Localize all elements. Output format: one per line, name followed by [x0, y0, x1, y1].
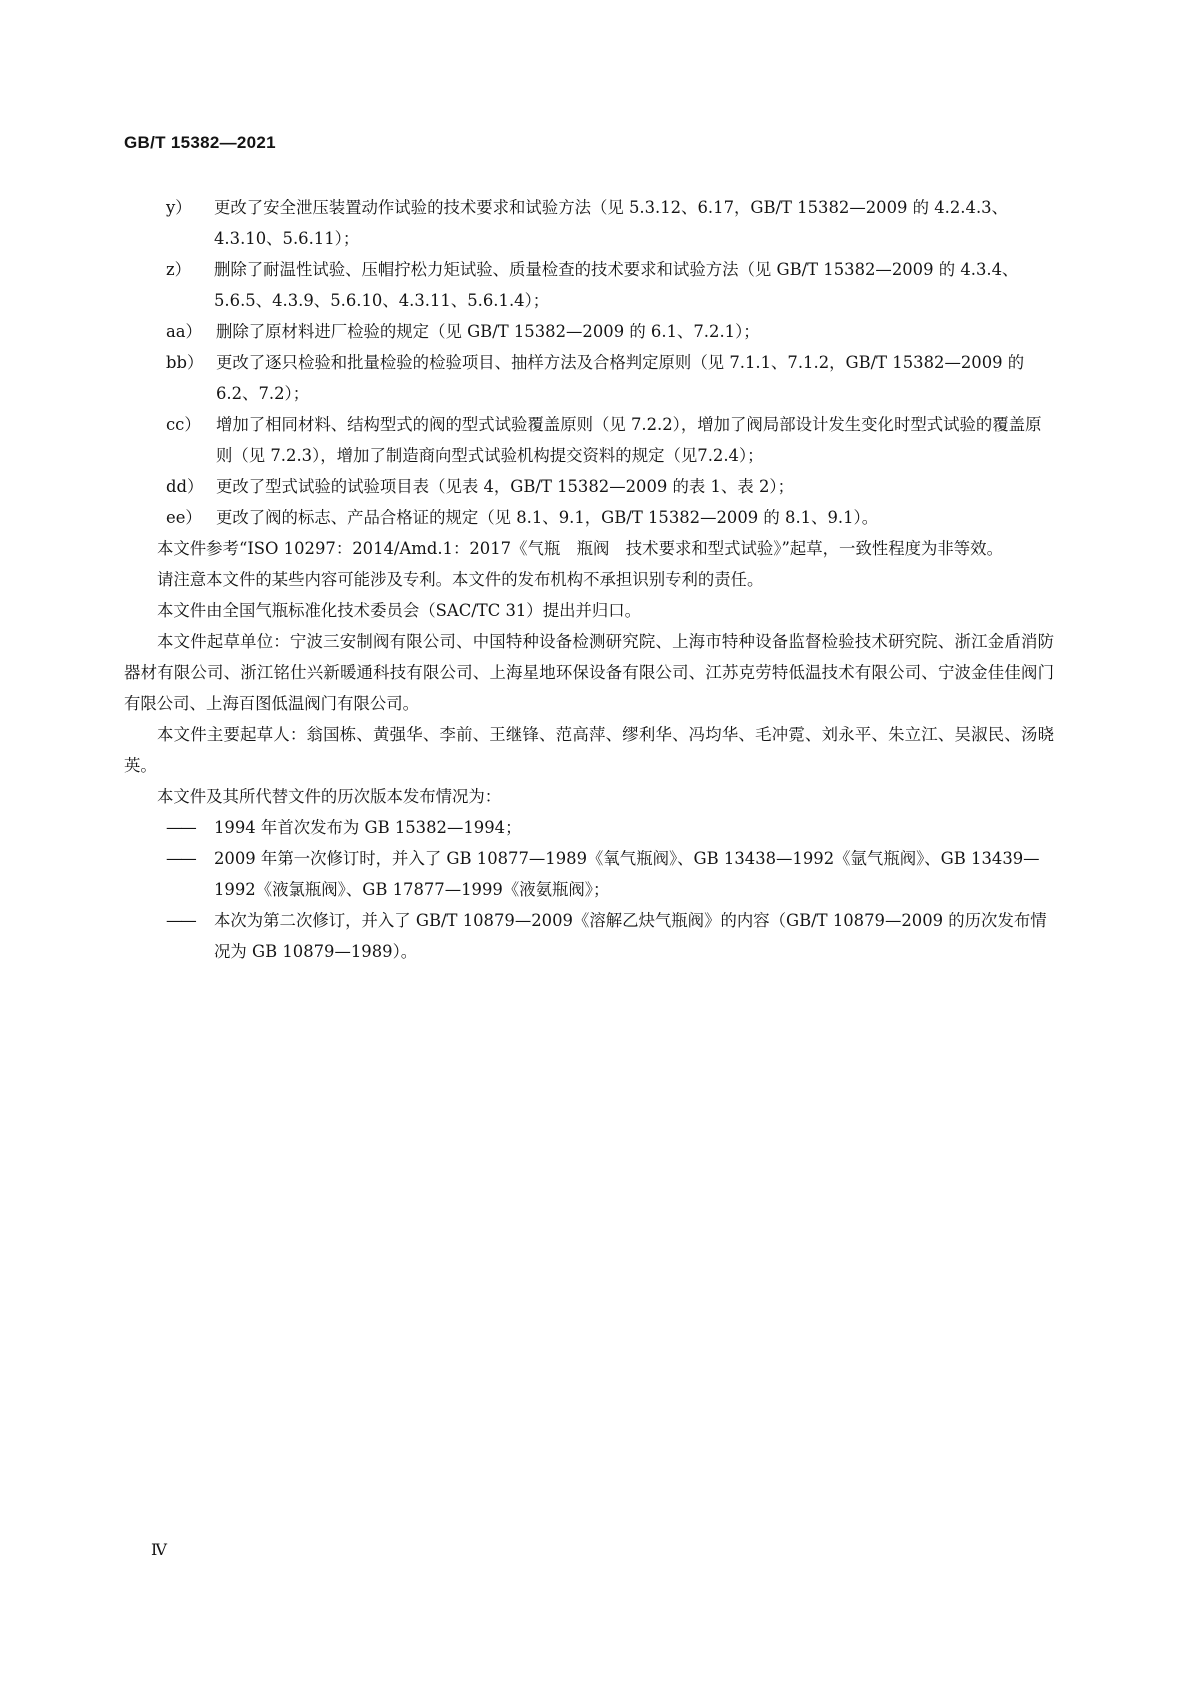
list-item [124, 192, 1054, 254]
list-item [124, 347, 1054, 409]
list-item-text: 更改了安全泄压装置动作试验的技术要求和试验方法（见 5.3.12、6.17，GB/T 15382—2009 的 4.2.4.3、4.3.10、5.6.11）； [214, 198, 1008, 248]
dash-marker: —— [166, 818, 195, 837]
history-entry [124, 905, 1054, 967]
list-item-text: 更改了逐只检验和批量检验的检验项目、抽样方法及合格判定原则（见 7.1.1、7.1.2，GB/T 15382—2009 的 6.2、7.2）； [216, 353, 1025, 403]
list-item-label: dd） [166, 477, 204, 496]
list-item [124, 471, 1054, 502]
document-id: GB/T 15382—2021 [124, 133, 276, 152]
list-item [124, 254, 1054, 316]
paragraph-reference: 本文件参考“ISO 10297：2014/Amd.1：2017《气瓶 瓶阀 技术要求和型式试验》”起草，一致性程度为非等效。 [157, 539, 1003, 558]
list-item-label: y） [166, 198, 192, 217]
list-item-text: 更改了型式试验的试验项目表（见表 4，GB/T 15382—2009 的表 1、表 2）； [216, 477, 794, 496]
paragraph-history-intro: 本文件及其所代替文件的历次版本发布情况为： [157, 787, 502, 806]
history-entry-text: 本次为第二次修订，并入了 GB/T 10879—2009《溶解乙炔气瓶阀》的内容（GB/T 10879—2009 的历次发布情况为 GB 10879—1989）。 [214, 911, 1047, 961]
list-item-label: bb） [166, 353, 204, 372]
list-item-label: aa） [166, 322, 202, 341]
list-item [124, 409, 1054, 471]
page-body [124, 192, 1054, 967]
paragraph-drafters: 本文件主要起草人：翁国栋、黄强华、李前、王继锋、范高萍、缪利华、冯均华、毛冲霓、刘永平、朱立江、吴淑民、汤晓英。 [124, 725, 1054, 775]
dash-marker: —— [166, 849, 195, 868]
paragraph-patent-notice: 请注意本文件的某些内容可能涉及专利。本文件的发布机构不承担识别专利的责任。 [157, 570, 764, 589]
list-item [124, 502, 1054, 533]
list-item-text: 删除了原材料进厂检验的规定（见 GB/T 15382—2009 的 6.1、7.2.1）； [216, 322, 760, 341]
list-item-label: cc） [166, 415, 201, 434]
dash-marker: —— [166, 911, 195, 930]
list-item-text: 更改了阀的标志、产品合格证的规定（见 8.1、9.1，GB/T 15382—2009 的 8.1、9.1）。 [216, 508, 879, 527]
history-entry-text: 1994 年首次发布为 GB 15382—1994； [214, 818, 522, 837]
paragraph-committee: 本文件由全国气瓶标准化技术委员会（SAC/TC 31）提出并归口。 [157, 601, 642, 620]
list-item-label: ee） [166, 508, 202, 527]
history-entry [124, 843, 1054, 905]
page-number: Ⅳ [151, 1542, 167, 1559]
paragraph-drafting-units: 本文件起草单位：宁波三安制阀有限公司、中国特种设备检测研究院、上海市特种设备监督检验技术研究院、浙江金盾消防器材有限公司、浙江铭仕兴新暖通科技有限公司、上海星地环保设备有限公司、江苏克劳特低温技术有限公司、宁波金佳佳阀门有限公司、上海百图低温阀门有限公司。 [124, 632, 1054, 713]
list-item-text: 增加了相同材料、结构型式的阀的型式试验覆盖原则（见 7.2.2），增加了阀局部设计发生变化时型式试验的覆盖原则（见 7.2.3），增加了制造商向型式试验机构提交资料的规定（见7.2.4）； [216, 415, 1042, 465]
history-entry-text: 2009 年第一次修订时，并入了 GB 10877—1989《氧气瓶阀》、GB 13438—1992《氩气瓶阀》、GB 13439—1992《液氯瓶阀》、GB 17877—1999《液氨瓶阀》； [214, 849, 1040, 899]
list-item-label: z） [166, 260, 192, 279]
list-item [124, 316, 1054, 347]
history-entry [124, 812, 1054, 843]
list-item-text: 删除了耐温性试验、压帽拧松力矩试验、质量检查的技术要求和试验方法（见 GB/T 15382—2009 的 4.3.4、5.6.5、4.3.9、5.6.10、4.3.11、5.6.1.4）； [214, 260, 1019, 310]
